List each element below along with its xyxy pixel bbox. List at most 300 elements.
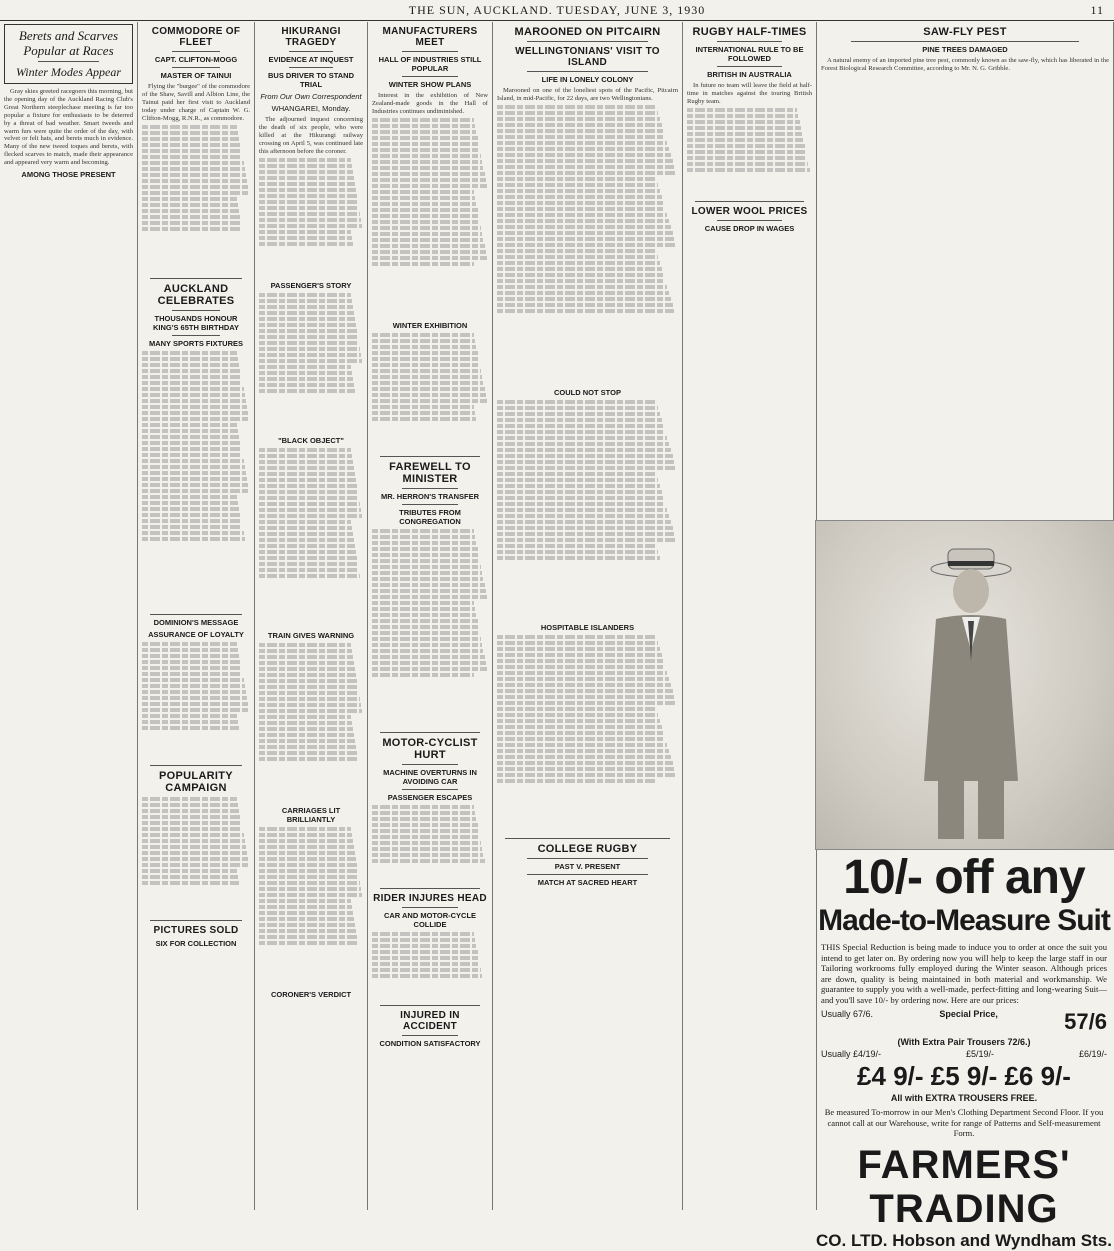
article-manufacturers-body: Interest in the exhibition of New Zealand-made goods in the Hall of Industries continues undiminished. [372,92,488,115]
subhead-passenger-escapes: PASSENGER ESCAPES [387,792,473,802]
headline-auckland-celebrates: AUCKLAND CELEBRATES [157,282,235,307]
text-line-texture [687,150,806,154]
text-line-texture [497,544,656,548]
headline-rugby-halftimes: RUGBY HALF-TIMES [692,26,807,38]
text-line-texture [372,387,485,391]
text-line-texture [372,154,481,158]
text-line-texture [372,190,474,194]
text-line-texture [142,483,248,487]
column-commodore [138,22,255,1210]
text-line-texture [259,556,357,560]
ad-measure: Be measured To-morrow in our Men's Clothing Department Second Floor. If you cannot call at our Warehouse, write for range of Patterns and Self-measurement Form. [824,1107,1104,1138]
text-line-texture [142,453,242,457]
text-line-texture [372,625,479,629]
text-line-texture [259,176,354,180]
text-line-texture [142,471,246,475]
text-line-texture [497,243,676,247]
text-line-texture [372,667,487,671]
text-line-texture [259,661,354,665]
text-line-texture [497,117,660,121]
text-line-texture [497,671,667,675]
text-line-texture [372,226,481,230]
text-line-texture [259,347,360,351]
subhead-kings-birthday: THOUSANDS HONOUR KING'S 65TH BIRTHDAY [152,313,240,332]
text-line-texture [142,525,242,529]
ad-usually-3: £5/19/- [965,1049,995,1059]
text-line-texture [372,238,483,242]
text-line-texture [372,130,476,134]
text-line-texture [497,490,662,494]
page-number: 11 [1090,3,1104,17]
text-line-texture [142,137,239,141]
text-line-texture [142,435,239,439]
text-line-texture [259,164,352,168]
text-line-texture [372,232,482,236]
text-line-texture [259,544,355,548]
headline-hikurangi: HIKURANGI TRAGEDY [281,26,341,48]
text-line-texture [372,184,487,188]
text-line-texture [372,208,478,212]
text-line-texture [497,147,669,151]
text-line-texture [259,200,358,204]
text-line-texture [372,178,486,182]
text-line-texture [142,666,241,670]
text-line-texture [497,123,662,127]
text-line-texture [259,574,360,578]
text-line-texture [259,857,356,861]
subhead-tributes: TRIBUTES FROM CONGREGATION [399,507,461,526]
text-line-texture [259,230,351,234]
column-manufacturers [368,22,493,1210]
text-line-texture [372,655,485,659]
subhead-wellingtonians: WELLINGTONIANS' VISIT TO ISLAND [515,46,660,68]
text-line-texture [372,673,474,677]
text-line-texture [372,148,480,152]
text-line-texture [259,383,354,387]
text-line-texture [372,619,478,623]
subhead-evidence-inquest: EVIDENCE AT INQUEST [268,55,354,64]
text-line-texture [497,496,664,500]
ad-headline-suit: Made-to-Measure Suit [818,904,1110,937]
text-line-texture [142,489,249,493]
text-line-texture [142,209,239,213]
text-line-texture [142,149,241,153]
text-line-texture [372,399,487,403]
text-line-texture [259,673,356,677]
text-line-texture [259,359,362,363]
text-line-texture [142,221,241,225]
text-line-texture [259,371,352,375]
text-line-texture [259,170,353,174]
text-line-texture [497,279,665,283]
text-line-texture [142,447,241,451]
text-line-texture [372,535,475,539]
text-line-texture [372,351,478,355]
text-line-texture [142,875,238,879]
text-line-texture [372,333,474,337]
article-commodore-body: Flying the "burgee" of the commodore of the Shaw, Savill and Albion Line, the Tainui paid her first visit to Auckland today under charge of Captain W. G. Clifton-Mogg, R.N.R., as commodore. [142,83,250,122]
text-line-texture [372,601,474,605]
text-line-texture [259,472,355,476]
text-line-texture [259,733,354,737]
text-line-texture [259,520,351,524]
text-line-texture [497,520,671,524]
text-line-texture [687,156,807,160]
masthead-title: THE SUN, AUCKLAND. TUESDAY, JUNE 3, 1930 [408,2,706,17]
text-line-texture [497,225,671,229]
text-line-texture [687,138,803,142]
text-line-texture [142,851,247,855]
text-line-texture [259,335,358,339]
text-line-texture [372,124,475,128]
text-line-texture [259,508,361,512]
text-line-texture [497,719,660,723]
text-line-texture [259,365,351,369]
text-line-texture [142,459,244,463]
text-line-texture [259,739,355,743]
text-line-texture [142,417,249,421]
headline-popularity-campaign: POPULARITY CAMPAIGN [159,769,233,794]
text-line-texture [142,839,245,843]
text-line-texture [497,141,667,145]
text-line-texture [687,126,801,130]
article-berets-body: Gray skies greeted racegoers this morning, but the opening day of the Auckland Racing Club's Great Northern steeplechase meeting is far too popular a fixture for enthusiasts to be deterred by a threat of bad weather. Smart tweeds and warm furs were quite the order of the day, with velvet or felt hats, and berets much in evidence. Many of the new tweed toques and berets, with flecked scarves to match, made their appearance and appeared very warm and becoming. [4,88,133,167]
text-line-texture [259,341,359,345]
text-line-texture [497,725,662,729]
subhead-lonely-colony: LIFE IN LONELY COLONY [541,75,634,84]
text-line-texture [372,220,480,224]
text-line-texture [497,484,660,488]
text-line-texture [372,547,478,551]
text-line-texture [259,827,351,831]
text-line-texture [687,114,798,118]
text-line-texture [259,224,362,228]
text-line-texture [372,256,487,260]
text-line-texture [259,550,356,554]
text-line-texture [497,532,674,536]
text-line-texture [372,136,478,140]
text-line-texture [142,179,247,183]
headline-farewell-minister: FAREWELL TO MINISTER [389,460,471,485]
text-line-texture [142,143,240,147]
text-line-texture [142,809,239,813]
text-line-texture [259,697,360,701]
text-line-texture [259,935,357,939]
text-line-texture [259,317,355,321]
text-line-texture [142,375,241,379]
ad-body: THIS Special Reduction is being made to induce you to order at once the suit you intend to get later on. By ordering now you will help to keep the large staff in our Tailoring workrooms fully employed during the Winter season. Although prices are down, quality is being maintained in both material and workmanship. We guarantee to supply you with a well-made, perfect-fitting and long-wearing Suit—and you'll save 10/- by ordering now. Here are our prices: [821,942,1107,1005]
subhead-pine-trees: PINE TREES DAMAGED [922,45,1008,54]
text-line-texture [497,665,665,669]
text-line-texture [142,857,248,861]
text-line-texture [142,393,245,397]
subhead-car-motorcycle: CAR AND MOTOR-CYCLE COLLIDE [383,910,477,929]
farmers-trading-advertisement [815,851,1113,1250]
text-line-texture [259,562,358,566]
text-line-texture [142,714,237,718]
column-sawfly [817,22,1114,522]
text-line-texture [142,441,240,445]
text-line-texture [259,833,352,837]
article-hikurangi-body: The adjourned inquest concerning the death of six people, who were killed at the Hikurangi railway crossing on April 5, was continued late this afternoon before the coroner. [259,116,363,155]
text-line-texture [497,677,669,681]
text-line-texture [142,191,249,195]
text-line-texture [372,637,481,641]
text-line-texture [372,166,483,170]
text-line-texture [259,839,353,843]
headline-college-rugby: COLLEGE RUGBY [537,842,638,855]
text-line-texture [497,424,664,428]
text-line-texture [497,478,658,482]
text-line-texture [142,197,237,201]
text-line-texture [142,411,248,415]
column-rugby [683,22,817,1210]
text-line-texture [142,387,244,391]
text-line-texture [142,429,238,433]
text-line-texture [142,648,238,652]
subhead-british-australia: BRITISH IN AUSTRALIA [707,70,792,79]
text-line-texture [259,206,359,210]
text-line-texture [687,120,800,124]
text-line-texture [259,218,361,222]
text-line-texture [372,932,474,936]
text-line-texture [142,827,242,831]
text-line-texture [372,417,476,421]
text-line-texture [142,845,246,849]
text-line-texture [142,507,239,511]
text-line-texture [497,159,673,163]
text-line-texture [142,863,249,867]
text-line-texture [497,538,676,542]
ad-extra-trousers: (With Extra Pair Trousers 72/6.) [897,1037,1031,1047]
text-line-texture [142,363,239,367]
column-fashion [0,22,138,1210]
text-line-texture [259,496,359,500]
text-line-texture [142,720,238,724]
text-line-texture [259,887,361,891]
text-line-texture [497,418,662,422]
text-line-texture [497,701,676,705]
subhead-winter-show: WINTER SHOW PLANS [388,80,472,89]
text-line-texture [372,661,486,665]
text-line-texture [372,643,482,647]
subhead-train-warning: TRAIN GIVES WARNING [267,630,355,640]
subhead-could-not-stop: COULD NOT STOP [554,387,621,397]
text-line-texture [142,672,242,676]
text-line-texture [372,142,479,146]
text-line-texture [497,779,656,783]
text-line-texture [497,454,673,458]
text-line-texture [497,502,665,506]
text-line-texture [259,691,359,695]
text-line-texture [372,649,483,653]
subhead-machine-overturns: MACHINE OVERTURNS IN AVOIDING CAR [383,767,477,786]
text-line-texture [259,311,354,315]
text-line-texture [372,817,476,821]
text-line-texture [259,851,355,855]
subhead-clifton-mogg: CAPT. CLIFTON-MOGG [154,55,238,64]
text-line-texture [372,375,482,379]
text-line-texture [497,448,671,452]
headline-injured-accident: INJURED IN ACCIDENT [400,1009,460,1032]
ad-special-label: Special Price, [939,1009,998,1019]
text-line-texture [259,293,351,297]
text-line-texture [259,538,354,542]
subhead-winter-modes: Winter Modes Appear [15,65,122,79]
text-line-texture [259,685,358,689]
ad-usually-1: Usually 67/6. [821,1009,874,1019]
text-line-texture [259,655,353,659]
text-line-texture [142,203,238,207]
text-line-texture [259,757,358,761]
article-sawfly-body: A natural enemy of an imported pine tree pest, commonly known as the saw-fly, which has liberated in the Forest Biological Research Committee, according to Mr. N. G. Gribble. [821,57,1109,72]
text-line-texture [372,202,476,206]
text-line-texture [497,165,674,169]
text-line-texture [687,162,808,166]
text-line-texture [497,285,667,289]
text-line-texture [497,526,673,530]
text-line-texture [497,309,674,313]
text-line-texture [142,803,238,807]
headline-rider-injures: RIDER INJURES HEAD [373,892,487,904]
text-line-texture [497,436,667,440]
text-line-texture [372,339,475,343]
text-line-texture [497,189,660,193]
text-line-texture [142,405,247,409]
text-line-texture [259,514,362,518]
text-line-texture [497,207,665,211]
text-line-texture [372,541,476,545]
text-line-texture [142,227,242,231]
dateline-whangarei: WHANGAREI, Monday. [271,104,351,113]
text-line-texture [497,297,671,301]
text-line-texture [497,514,669,518]
text-line-texture [259,643,351,647]
text-line-texture [497,129,664,133]
subhead-sports-fixtures: MANY SPORTS FIXTURES [148,338,244,348]
text-line-texture [259,526,352,530]
text-line-texture [372,357,479,361]
text-line-texture [142,708,249,712]
column-hikurangi [255,22,368,1210]
text-line-texture [372,196,475,200]
text-line-texture [497,201,664,205]
text-line-texture [497,105,656,109]
text-line-texture [142,531,244,535]
text-line-texture [142,821,241,825]
subhead-winter-exhibition: WINTER EXHIBITION [392,320,468,330]
text-line-texture [687,144,805,148]
subhead-past-present: PAST V. PRESENT [554,861,621,871]
text-line-texture [259,466,354,470]
text-line-texture [372,859,485,863]
text-line-texture [497,556,660,560]
text-line-texture [497,659,664,663]
text-line-texture [497,647,660,651]
text-line-texture [497,400,656,404]
text-line-texture [142,702,248,706]
text-line-texture [372,529,474,533]
subhead-six-collection: SIX FOR COLLECTION [155,938,237,948]
text-line-texture [142,215,240,219]
headline-pictures-sold: PICTURES SOLD [153,924,239,936]
text-line-texture [372,244,485,248]
text-line-texture [259,305,353,309]
subhead-hospitable: HOSPITABLE ISLANDERS [540,622,635,632]
text-line-texture [372,968,481,972]
text-line-texture [497,749,669,753]
text-line-texture [372,805,474,809]
text-line-texture [372,214,479,218]
text-line-texture [497,641,658,645]
text-line-texture [142,125,237,129]
text-line-texture [497,261,660,265]
text-line-texture [497,406,658,410]
text-line-texture [259,568,359,572]
text-line-texture [372,553,479,557]
text-line-texture [259,649,352,653]
text-line-texture [372,595,487,599]
text-line-texture [259,911,353,915]
text-line-texture [259,875,359,879]
text-line-texture [259,863,357,867]
text-line-texture [142,537,245,541]
text-line-texture [259,329,357,333]
ad-usually-2: Usually £4/19/- [821,1049,882,1059]
text-line-texture [259,703,361,707]
subhead-sacred-heart: MATCH AT SACRED HEART [537,877,638,887]
text-line-texture [259,751,357,755]
text-line-texture [142,513,240,517]
text-line-texture [497,472,656,476]
text-line-texture [372,381,483,385]
text-line-texture [372,559,480,563]
text-line-texture [372,571,482,575]
text-line-texture [372,823,478,827]
text-line-texture [142,161,244,165]
text-line-texture [259,667,355,671]
text-line-texture [142,495,237,499]
man-in-suit-illustration [906,541,1036,841]
text-line-texture [142,155,242,159]
text-line-texture [142,381,242,385]
text-line-texture [497,755,671,759]
text-line-texture [497,635,656,639]
text-line-texture [372,974,482,978]
text-line-texture [497,231,673,235]
text-line-texture [372,565,481,569]
text-line-texture [259,478,356,482]
text-line-texture [142,660,240,664]
text-line-texture [372,405,474,409]
text-line-texture [687,132,802,136]
text-line-texture [497,111,658,115]
text-line-texture [142,815,240,819]
text-line-texture [497,183,658,187]
text-line-texture [372,345,476,349]
subhead-master-tainui: MASTER OF TAINUI [160,71,232,80]
text-line-texture [142,173,246,177]
ad-usually-4: £6/19/- [1078,1049,1107,1059]
text-line-texture [259,715,351,719]
text-line-texture [497,177,656,181]
text-line-texture [259,893,362,897]
text-line-texture [259,454,352,458]
ad-headline-off: 10/- off any [843,851,1085,904]
text-line-texture [259,448,351,452]
ad-extra-trousers-free: All with EXTRA TROUSERS FREE. [890,1093,1038,1103]
text-line-texture [259,721,352,725]
